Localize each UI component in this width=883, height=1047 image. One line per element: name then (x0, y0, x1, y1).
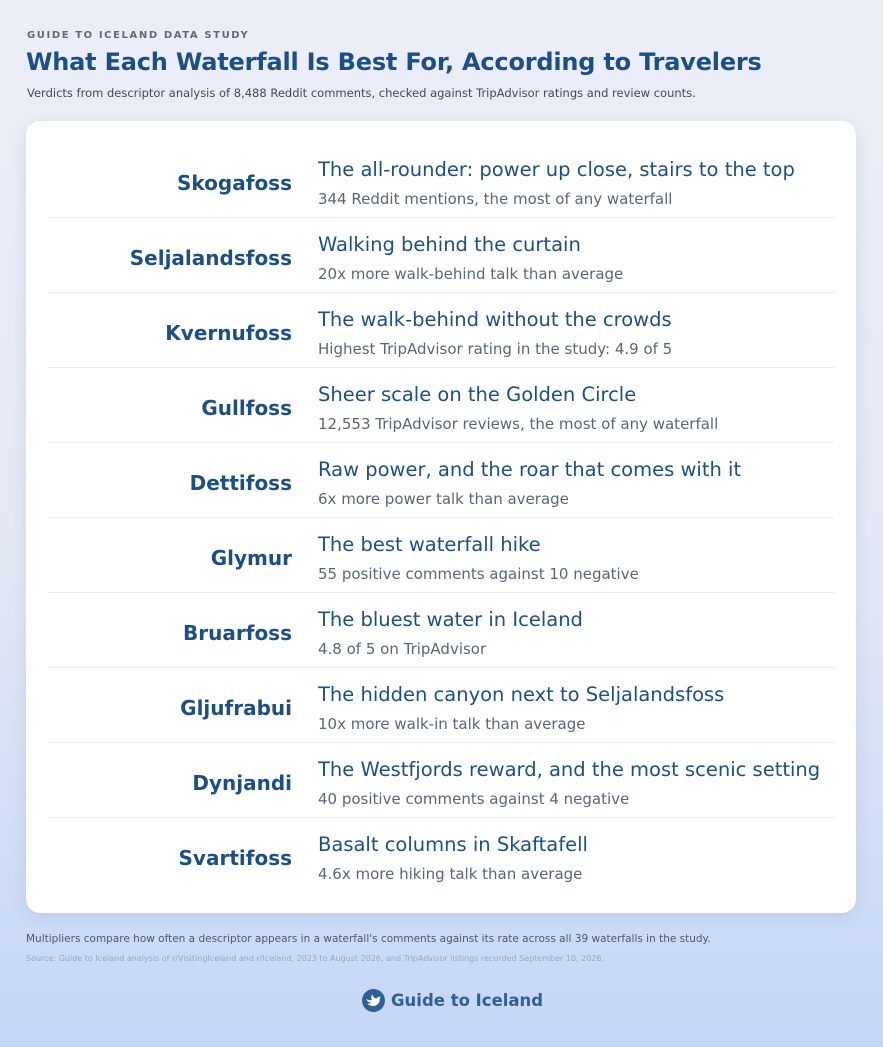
waterfall-evidence: 12,553 TripAdvisor reviews, the most of any waterfall (318, 415, 719, 433)
waterfall-evidence: Highest TripAdvisor rating in the study: 4.9 of 5 (318, 340, 673, 358)
waterfall-name: Dynjandi (192, 771, 292, 795)
waterfall-name: Kvernufoss (165, 321, 292, 345)
waterfall-verdicts-card (26, 121, 856, 913)
waterfall-evidence: 4.6x more hiking talk than average (318, 865, 583, 883)
multiplier-footnote: Multipliers compare how often a descriptor appears in a waterfall's comments against its rate across all 39 waterfalls in the study. (26, 933, 711, 945)
waterfall-verdict: Raw power, and the roar that comes with it (318, 458, 742, 481)
waterfall-name: Seljalandsfoss (129, 246, 292, 270)
waterfall-name: Gljufrabui (180, 696, 292, 720)
waterfall-row (48, 743, 834, 818)
waterfall-name: Gullfoss (201, 396, 292, 420)
brand-name: Guide to Iceland (391, 990, 544, 1010)
waterfall-evidence: 10x more walk-in talk than average (318, 715, 586, 733)
waterfall-verdict: Walking behind the curtain (318, 233, 581, 256)
bird-logo-icon (362, 989, 385, 1012)
waterfall-verdict: The hidden canyon next to Seljalandsfoss (318, 683, 725, 706)
waterfall-name: Bruarfoss (183, 621, 292, 645)
page-subtitle: Verdicts from descriptor analysis of 8,488 Reddit comments, checked against TripAdvisor ratings and review counts. (27, 86, 696, 100)
waterfall-verdict: The bluest water in Iceland (318, 608, 583, 631)
waterfall-evidence: 20x more walk-behind talk than average (318, 265, 624, 283)
eyebrow-label: GUIDE TO ICELAND DATA STUDY (27, 30, 250, 41)
waterfall-verdict: The Westfjords reward, and the most scenic setting (318, 758, 821, 781)
waterfall-verdict: Sheer scale on the Golden Circle (318, 383, 637, 406)
waterfall-evidence: 40 positive comments against 4 negative (318, 790, 630, 808)
waterfall-row (48, 368, 834, 443)
waterfall-evidence: 55 positive comments against 10 negative (318, 565, 639, 583)
waterfall-row (48, 518, 834, 593)
waterfall-row (48, 218, 834, 293)
brand-logo[interactable] (362, 988, 543, 1012)
waterfall-verdict: The all-rounder: power up close, stairs to the top (318, 158, 795, 181)
waterfall-verdict: The best waterfall hike (318, 533, 541, 556)
waterfall-verdict: The walk-behind without the crowds (318, 308, 672, 331)
page-title: What Each Waterfall Is Best For, According to Travelers (26, 48, 762, 76)
waterfall-evidence: 6x more power talk than average (318, 490, 569, 508)
waterfall-row (48, 593, 834, 668)
waterfall-row (48, 443, 834, 518)
waterfall-name: Skogafoss (177, 171, 292, 195)
waterfall-name: Glymur (210, 546, 292, 570)
waterfall-row (48, 143, 834, 218)
waterfall-list (48, 143, 834, 893)
waterfall-row (48, 818, 834, 893)
waterfall-row (48, 668, 834, 743)
waterfall-verdict: Basalt columns in Skaftafell (318, 833, 588, 856)
waterfall-row (48, 293, 834, 368)
waterfall-name: Svartifoss (178, 846, 292, 870)
waterfall-evidence: 344 Reddit mentions, the most of any waterfall (318, 190, 673, 208)
waterfall-name: Dettifoss (189, 471, 292, 495)
source-note: Source: Guide to Iceland analysis of r/VisitingIceland and r/Iceland, 2023 to August 2026, and TripAdvisor listings recorded September 10, 2026. (26, 954, 604, 963)
waterfall-evidence: 4.8 of 5 on TripAdvisor (318, 640, 487, 658)
